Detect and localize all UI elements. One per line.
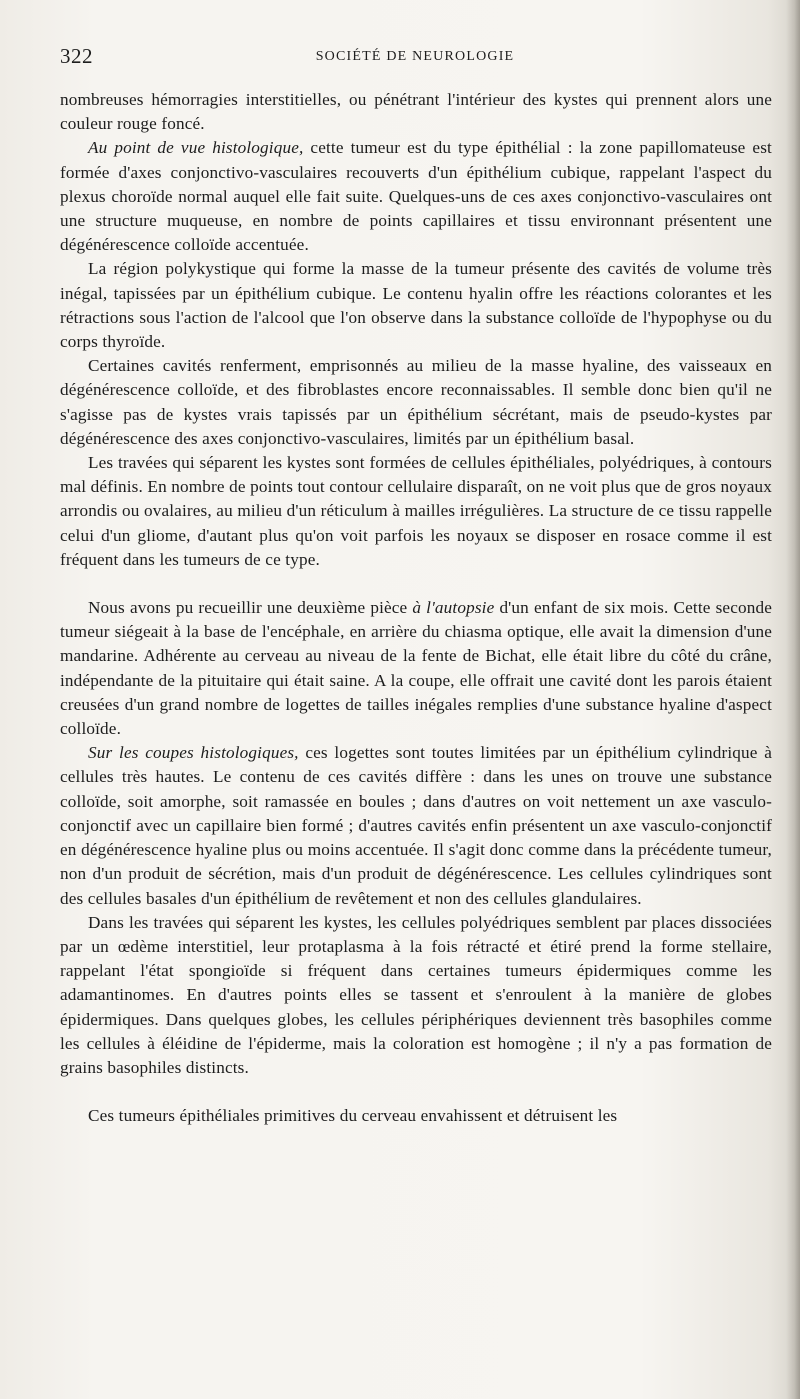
page-header: [60, 44, 770, 74]
running-head: SOCIÉTÉ DE NEUROLOGIE: [315, 49, 515, 64]
paragraph-8: Dans les travées qui séparent les kystes, les cellules polyédriques semblent par places dissociées par un œdème interstitiel, leur protaplasma à la fois rétracté et étiré prend la forme stellaire, rappelant l'état spongioïde si fréquent dans certaines tumeurs épidermiques comme les adamantinomes. En d'autres points elles se tassent et s'enroulent à la manière de globes épidermiques. Dans quelques globes, les cellules périphériques deviennent très basophiles comme les cellules à éléidine de l'épiderme, mais la coloration est homogène ; il n'y a pas formation de grains basophiles distincts.: [60, 912, 772, 1077]
italic-phrase: à l'autopsie: [412, 598, 495, 618]
paragraph-6-text-b: d'un enfant de six mois. Cette seconde tumeur siégeait à la base de l'encéphale, en arrière du chiasma optique, elle avait la dimension d'une mandarine. Adhérente au cerveau au niveau de la fente de Bichat, elle était libre du côté du crâne, indépendante de la pituitaire qui était saine. A la coupe, elle offrait une cavité dont les parois étaient creusées d'un grand nombre de logettes de tailles inégales remplies d'une substance hyaline d'aspect colloïde.: [60, 598, 772, 739]
paragraph-6-text-a: Nous avons pu recueillir une deuxième pièce: [88, 598, 413, 618]
paragraph-3: La région polykystique qui forme la masse de la tumeur présente des cavités de volume très inégal, tapissées par un épithélium cubique. Le contenu hyalin offre les réactions colorantes et les rétractions sous l'action de l'alcool que l'on observe dans la substance colloïde de l'hypophyse ou du corps thyroïde.: [60, 259, 772, 352]
paragraph-4: Certaines cavités renferment, emprisonnés au milieu de la masse hyaline, des vaisseaux en dégénérescence colloïde, et des fibroblastes encore reconnaissables. Il semble donc bien qu'il ne s'agisse pas de kystes vrais tapissés par un épithélium sécrétant, mais de pseudo-kystes par dégénérescence des axes conjonctivo-vasculaires, limités par un épithélium basal.: [60, 356, 772, 448]
paragraph-5: Les travées qui séparent les kystes sont formées de cellules épithéliales, polyédriques, à contours mal définis. En nombre de points tout contour cellulaire disparaît, on ne voit plus que de gros noyaux arrondis ou ovalaires, au milieu d'un réticulum à mailles irrégulières. La structure de ce tissu rappelle celui d'un gliome, d'autant plus qu'on voit parfois les noyaux se disposer en rosace comme il est fréquent dans les tumeurs de ce type.: [60, 453, 772, 569]
paragraph-7-text: ces logettes sont toutes limitées par un épithélium cylindrique à cellules très hautes. Le contenu de ces cavités diffère : dans les unes on trouve une substance colloïde, soit amorphe, soit ramassée en boules ; dans d'autres on voit nettement un axe vasculo-conjonctif avec un capillaire bien formé ; d'autres cavités enfin présentent un axe vasculo-conjonctif en dégénérescence hyaline plus ou moins accentuée. Il s'agit donc comme dans la précédente tumeur, non d'un produit de sécrétion, mais d'un produit de dégénérescence. Les cellules cylindriques sont des cellules basales d'un épithélium de revêtement et non des cellules glandulaires.: [60, 743, 772, 908]
paragraph-2-text: cette tumeur est du type épithélial : la zone papillomateuse est formée d'axes conjonctivo-vasculaires recouverts d'un épithélium cubique, rappelant l'aspect du plexus choroïde normal auquel elle fait suite. Quelques-uns de ces axes conjonctivo-vasculaires ont une structure muqueuse, en nombre de points capillaires et tissu environnant présentent une dégénérescence colloïde accentuée.: [60, 138, 772, 255]
page-body: [60, 88, 772, 1128]
page-number: 322: [60, 44, 93, 68]
italic-lead: Au point de vue histologique,: [88, 138, 304, 158]
paragraph-2: [60, 136, 772, 257]
paragraph-7: [60, 741, 772, 910]
page-edge-shadow: [786, 0, 800, 1399]
paragraph-9: Ces tumeurs épithéliales primitives du cerveau envahissent et détruisent les: [88, 1106, 618, 1126]
paragraph-1: nombreuses hémorragies interstitielles, ou pénétrant l'intérieur des kystes qui prennent alors une couleur rouge foncé.: [60, 90, 772, 134]
paragraph-6: [60, 596, 772, 741]
italic-lead: Sur les coupes histologiques,: [88, 743, 299, 763]
